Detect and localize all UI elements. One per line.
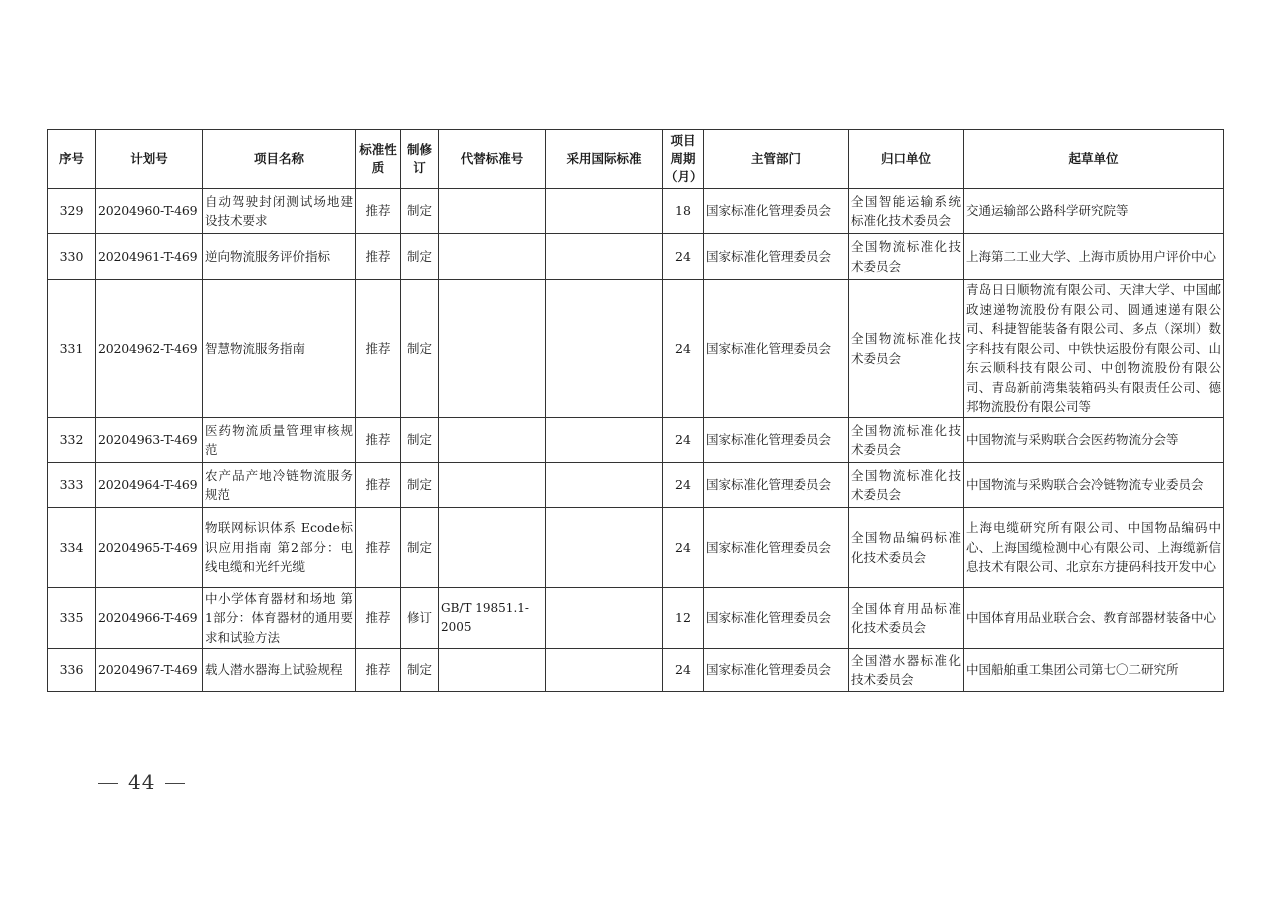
cell-std-nature: 推荐 [356, 588, 401, 649]
table-row [48, 418, 1224, 463]
cell-authority: 国家标准化管理委员会 [704, 463, 849, 508]
header-seq: 序号 [48, 130, 96, 189]
cell-revision: 制定 [401, 463, 439, 508]
header-revision: 制修订 [401, 130, 439, 189]
cell-plan-no: 20204961-T-469 [96, 234, 203, 280]
cell-seq: 332 [48, 418, 96, 463]
header-drafting-unit: 起草单位 [964, 130, 1224, 189]
cell-revision: 制定 [401, 234, 439, 280]
cell-drafting-unit: 中国物流与采购联合会冷链物流专业委员会 [964, 463, 1224, 508]
cell-period: 18 [663, 189, 704, 234]
cell-authority: 国家标准化管理委员会 [704, 280, 849, 418]
cell-replaced-std [439, 234, 546, 280]
cell-project-name: 物联网标识体系 Ecode标识应用指南 第2部分：电线电缆和光纤光缆 [203, 508, 356, 588]
header-intl-std: 采用国际标准 [546, 130, 663, 189]
header-authority: 主管部门 [704, 130, 849, 189]
cell-authority: 国家标准化管理委员会 [704, 649, 849, 692]
cell-period: 24 [663, 234, 704, 280]
cell-replaced-std [439, 189, 546, 234]
cell-intl-std [546, 508, 663, 588]
cell-project-name: 农产品产地冷链物流服务规范 [203, 463, 356, 508]
cell-project-name: 智慧物流服务指南 [203, 280, 356, 418]
table-header-row [48, 130, 1224, 189]
cell-replaced-std [439, 508, 546, 588]
cell-drafting-unit: 青岛日日顺物流有限公司、天津大学、中国邮政速递物流股份有限公司、圆通速递有限公司、科捷智能装备有限公司、多点（深圳）数字科技有限公司、中铁快运股份有限公司、山东云顺科技有限公司、中创物流股份有限公司、青岛新前湾集装箱码头有限责任公司、德邦物流股份有限公司等 [964, 280, 1224, 418]
cell-project-name: 逆向物流服务评价指标 [203, 234, 356, 280]
cell-plan-no: 20204960-T-469 [96, 189, 203, 234]
cell-responsible-unit: 全国物流标准化技术委员会 [849, 280, 964, 418]
cell-seq: 334 [48, 508, 96, 588]
cell-replaced-std [439, 649, 546, 692]
page-number-footer [88, 770, 195, 794]
cell-intl-std [546, 234, 663, 280]
cell-intl-std [546, 463, 663, 508]
cell-std-nature: 推荐 [356, 418, 401, 463]
cell-responsible-unit: 全国潜水器标准化技术委员会 [849, 649, 964, 692]
cell-replaced-std: GB/T 19851.1-2005 [439, 588, 546, 649]
table-row [48, 508, 1224, 588]
header-std-nature: 标准性质 [356, 130, 401, 189]
cell-intl-std [546, 418, 663, 463]
cell-project-name: 载人潜水器海上试验规程 [203, 649, 356, 692]
cell-seq: 336 [48, 649, 96, 692]
cell-period: 12 [663, 588, 704, 649]
table-row [48, 189, 1224, 234]
cell-revision: 修订 [401, 588, 439, 649]
cell-seq: 329 [48, 189, 96, 234]
table-row [48, 234, 1224, 280]
cell-revision: 制定 [401, 280, 439, 418]
cell-responsible-unit: 全国智能运输系统标准化技术委员会 [849, 189, 964, 234]
cell-authority: 国家标准化管理委员会 [704, 418, 849, 463]
cell-plan-no: 20204962-T-469 [96, 280, 203, 418]
cell-revision: 制定 [401, 649, 439, 692]
cell-period: 24 [663, 463, 704, 508]
cell-drafting-unit: 中国体育用品业联合会、教育部器材装备中心 [964, 588, 1224, 649]
cell-intl-std [546, 189, 663, 234]
cell-seq: 333 [48, 463, 96, 508]
cell-plan-no: 20204965-T-469 [96, 508, 203, 588]
cell-intl-std [546, 280, 663, 418]
cell-seq: 330 [48, 234, 96, 280]
cell-authority: 国家标准化管理委员会 [704, 189, 849, 234]
cell-seq: 335 [48, 588, 96, 649]
cell-project-name: 医药物流质量管理审核规范 [203, 418, 356, 463]
cell-seq: 331 [48, 280, 96, 418]
cell-std-nature: 推荐 [356, 463, 401, 508]
cell-drafting-unit: 上海电缆研究所有限公司、中国物品编码中心、上海国缆检测中心有限公司、上海缆新信息技术有限公司、北京东方捷码科技开发中心 [964, 508, 1224, 588]
cell-plan-no: 20204963-T-469 [96, 418, 203, 463]
cell-responsible-unit: 全国物品编码标准化技术委员会 [849, 508, 964, 588]
cell-responsible-unit: 全国体育用品标准化技术委员会 [849, 588, 964, 649]
cell-drafting-unit: 交通运输部公路科学研究院等 [964, 189, 1224, 234]
cell-period: 24 [663, 508, 704, 588]
header-project-name: 项目名称 [203, 130, 356, 189]
cell-std-nature: 推荐 [356, 234, 401, 280]
cell-replaced-std [439, 280, 546, 418]
cell-std-nature: 推荐 [356, 649, 401, 692]
cell-drafting-unit: 上海第二工业大学、上海市质协用户评价中心 [964, 234, 1224, 280]
cell-intl-std [546, 649, 663, 692]
table-row [48, 649, 1224, 692]
cell-plan-no: 20204966-T-469 [96, 588, 203, 649]
cell-project-name: 中小学体育器材和场地 第1部分：体育器材的通用要求和试验方法 [203, 588, 356, 649]
cell-plan-no: 20204967-T-469 [96, 649, 203, 692]
cell-plan-no: 20204964-T-469 [96, 463, 203, 508]
cell-period: 24 [663, 280, 704, 418]
cell-authority: 国家标准化管理委员会 [704, 588, 849, 649]
page-number: 44 [128, 770, 156, 794]
cell-period: 24 [663, 418, 704, 463]
cell-std-nature: 推荐 [356, 189, 401, 234]
cell-project-name: 自动驾驶封闭测试场地建设技术要求 [203, 189, 356, 234]
cell-drafting-unit: 中国物流与采购联合会医药物流分会等 [964, 418, 1224, 463]
cell-authority: 国家标准化管理委员会 [704, 508, 849, 588]
right-dash-decoration [165, 783, 185, 785]
standards-plan-table [47, 129, 1224, 692]
cell-std-nature: 推荐 [356, 508, 401, 588]
cell-authority: 国家标准化管理委员会 [704, 234, 849, 280]
cell-revision: 制定 [401, 508, 439, 588]
cell-revision: 制定 [401, 189, 439, 234]
table-row [48, 463, 1224, 508]
header-plan-no: 计划号 [96, 130, 203, 189]
cell-replaced-std [439, 418, 546, 463]
header-period: 项目周期（月） [663, 130, 704, 189]
header-responsible-unit: 归口单位 [849, 130, 964, 189]
cell-drafting-unit: 中国船舶重工集团公司第七〇二研究所 [964, 649, 1224, 692]
cell-responsible-unit: 全国物流标准化技术委员会 [849, 234, 964, 280]
left-dash-decoration [98, 783, 118, 785]
header-replaced-std: 代替标准号 [439, 130, 546, 189]
cell-intl-std [546, 588, 663, 649]
table-row [48, 588, 1224, 649]
cell-std-nature: 推荐 [356, 280, 401, 418]
table-row [48, 280, 1224, 418]
cell-revision: 制定 [401, 418, 439, 463]
cell-period: 24 [663, 649, 704, 692]
cell-responsible-unit: 全国物流标准化技术委员会 [849, 418, 964, 463]
cell-replaced-std [439, 463, 546, 508]
cell-responsible-unit: 全国物流标准化技术委员会 [849, 463, 964, 508]
